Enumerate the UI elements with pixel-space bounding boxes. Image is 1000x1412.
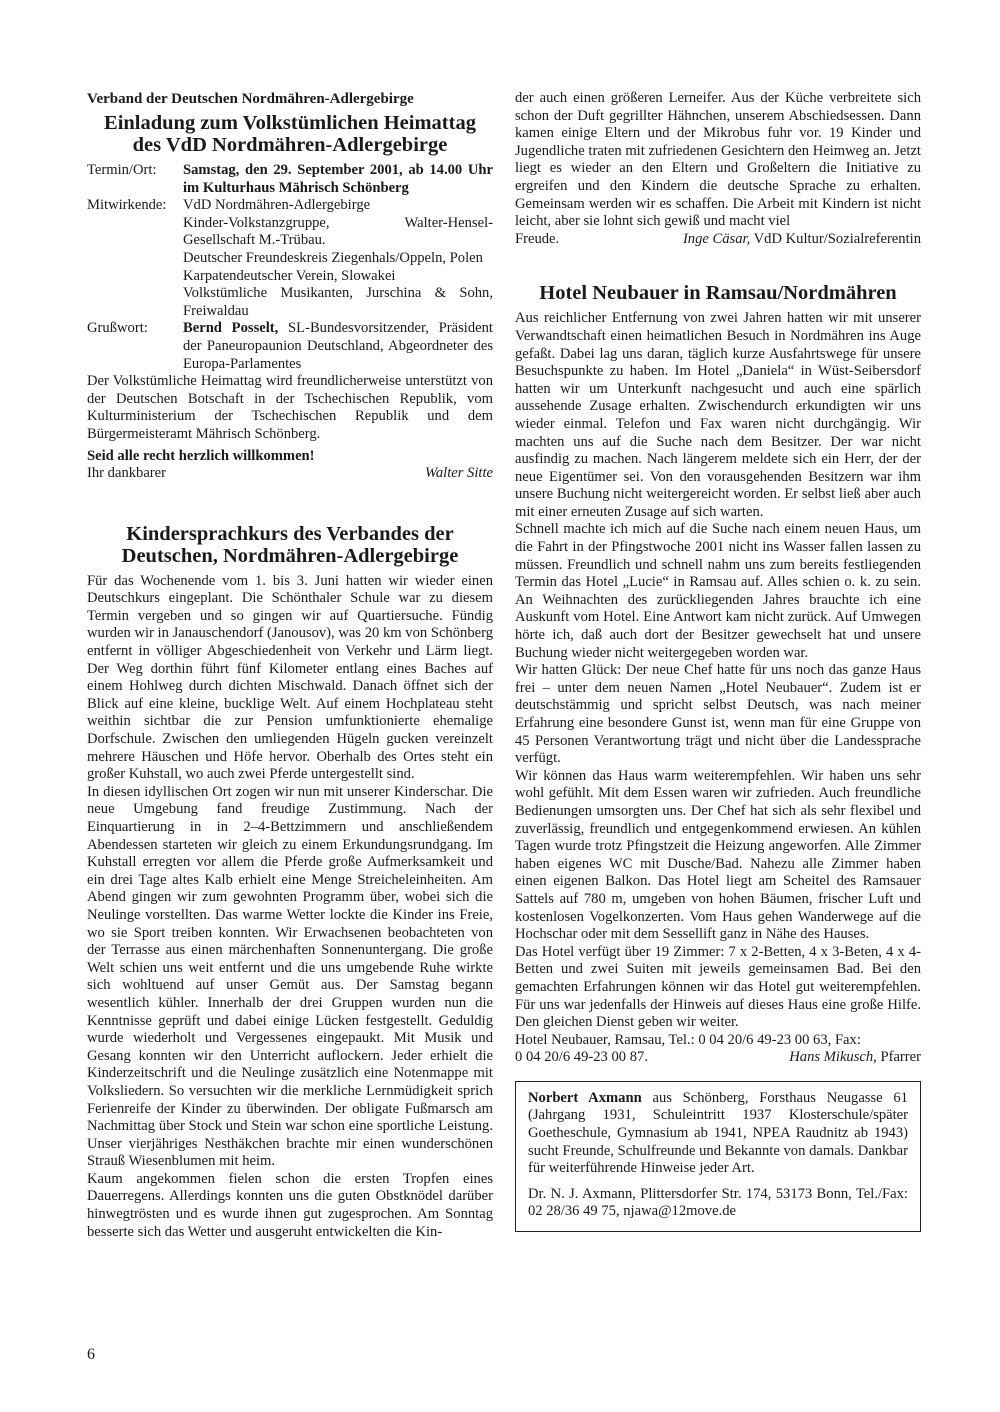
signer-name: Walter Sitte (425, 465, 493, 482)
mitwirkende-item: Karpatendeutscher Verein, Slowakei (183, 267, 396, 284)
mitwirkende-item: Volkstümliche Musikanten, Jurschina & Sohn, Freiwaldau (183, 285, 493, 319)
left-column (87, 90, 493, 1241)
termin-value: Samstag, den 29. September 2001, ab 14.00 Uhr im Kulturhaus Mährisch Schönberg (183, 162, 493, 196)
hotel-paragraph: Aus reichlicher Entfernung von zwei Jahren hatten wir mit unserer Verwandtschaft einen heimatlichen Besuch in Nordmähren ins Auge gefaßt. Dabei lag uns daran, täglich kurze Ausfahrtswege für unsere Besuchspunkte zu haben. Im Hotel „Daniela“ in Wüst-Seibersdorf hatten wir um Unterkunft nachgesucht und auch eine spärlich aussehende Zusage erhalten. Zwischendurch erkundigten wir uns wieder einmal. Telefon und Fax waren nicht durchgängig. Wir machten uns auf die Suche nach dem Besitzer. Der war nicht ausfindig zu machen. Nach längerem meldete sich ein Herr, der der neue Eigentümer sei. Von den vorausgehenden Besitzern war ihm unsere Buchung nicht weitergereicht worden. Er selbst ließ aber auch mit einer erneuten Zusage auf sich warten. (515, 310, 921, 520)
hotel-paragraph: Schnell machte ich mich auf die Suche nach einem neuen Haus, um die Fahrt in der Pfingstwoche 2001 nicht ins Wasser fallen lassen zu müssen. Freundlich und schnell nahm uns zum bereits festliegenden Termin das Hotel „Lucie“ in Ramsau auf. Alles schien o. k. zu sein. An Weihnachten des zurückliegenden Jahres brauchte ich eine Auskunft vom Hotel. Eine Antwort kam nicht zurück. Auf Umwegen hörte ich, daß auch dort der Besitzer gewechselt hat und unsere Buchung wieder nicht weitergegeben worden war. (515, 521, 921, 661)
organization-heading: Verband der Deutschen Nordmähren-Adlergebirge (87, 91, 414, 107)
course-signature (515, 231, 921, 249)
mitwirkende-item: Deutscher Freundeskreis Ziegenhals/Oppeln, Polen (183, 249, 483, 266)
termin-label: Termin/Ort: (87, 162, 157, 178)
course-signer-role: VdD Kultur/Sozialreferentin (750, 230, 921, 247)
mitwirkende-item: VdD Nordmähren-Adlergebirge (183, 197, 371, 214)
invitation-title (87, 112, 493, 156)
hotel-signature (515, 1049, 921, 1067)
hotel-signer-name: Hans Mikusch, (789, 1049, 877, 1066)
search-notice-box (515, 1081, 921, 1232)
course-signer (683, 231, 921, 249)
hotel-signer-role: Pfarrer (876, 1049, 921, 1066)
invitation-signature (87, 465, 493, 483)
support-paragraph: Der Volkstümliche Heimattag wird freundlicherweise unterstützt von der Deutschen Botschaft in der Tschechischen Republik, vom Kulturministerium der Tschechischen Republik und dem Bürgermeisteramt Mährisch Schönberg. (87, 373, 493, 442)
mitwirkende-item: Kinder-Volkstanzgruppe, Walter-Hensel-Gesellschaft M.-Trübau. (183, 214, 493, 249)
search-notice-text (528, 1090, 908, 1178)
right-column (515, 90, 921, 1232)
grusswort-value (183, 320, 493, 373)
mitwirkende-label: Mitwirkende: (87, 197, 167, 214)
hotel-fax: 0 04 20/6 49-23 00 87. (515, 1049, 648, 1066)
hotel-paragraph: Das Hotel verfügt über 19 Zimmer: 7 x 2-Betten, 4 x 3-Beten, 4 x 4-Betten und zwei Suiten mit jeweils gemeinsamen Bad. Bei den gemachten Erfahrungen können wir das Hotel gut weiterempfehlen. Für uns war jedenfalls der Hinweis auf dieses Haus eine große Hilfe. Den gleichen Dienst geben wir weiter. (515, 943, 921, 1031)
grusswort-text: SL-Bundesvorsitzender, Präsident der Paneuropaunion Deutschland, Abgeordneter des Europa-Parlamentes (183, 320, 493, 372)
termin-row (87, 162, 493, 197)
search-notice-name: Norbert Axmann (528, 1089, 642, 1106)
hotel-paragraph: Wir können das Haus warm weiterempfehlen. Wir haben uns sehr wohl gefühlt. Mit dem Essen waren wir zufrieden. Auch freundliche Bedienungen umsorgten uns. Der Chef hat sich als sehr flexibel und zuverlässig, freundlich und entgegenkommend erwiesen. An kühlen Tagen wurde trotz Pfingstzeit die Heizung angeworfen. Alle Zimmer haben eigenes WC mit Dusche/Bad. Nahezu alle Zimmer haben einen eigenen Balkon. Das Hotel liegt am Scheitel des Ramsauer Sattels auf 780 m, umgeben von hohen Bäumen, frischer Luft und kostenlosen Vogelkonzerten. Vom Haus gehen Wanderwege auf die Hochschar oder mit dem Sessellift ganz in Nähe des Hauses. (515, 767, 921, 943)
course-continuation: der auch einen größeren Lerneifer. Aus der Küche verbreitete sich schon der Duft gegrillter Hähnchen, unserem Abschiedsessen. Dann kamen einige Eltern und der Mikrobus fuhr vor. 19 Kinder und Jugendliche traten mit zufriedenen Gesichtern den Heimweg an. Jetzt liegt es wieder an den Eltern und Großeltern die Initiative zu ergreifen und den Kindern die deutsche Sprache zu erhalten. Gemeinsam werden wir es schaffen. Die Arbeit mit Kindern ist nicht leicht, aber sie lohnt sich gewiß und macht viel (515, 90, 921, 230)
invitation-title-line1: Einladung zum Volkstümlichen Heimattag (104, 112, 476, 134)
hotel-contact: Hotel Neubauer, Ramsau, Tel.: 0 04 20/6 49-23 00 63, Fax: (515, 1031, 861, 1048)
grusswort-row (87, 320, 493, 373)
invitation-title-line2: des VdD Nordmähren-Adlergebirge (132, 134, 448, 156)
course-paragraph: In diesen idyllischen Ort zogen wir nun mit unserer Kinderschar. Die neue Umgebung fand freudige Zustimmung. Nach der Einquartierung in in 2–4-Bettzimmern und anschließendem Abendessen starteten wir gleich zu einem Erkundungsrundgang. Im Kuhstall erregten vor allem die Pferde große Aufmerksamkeit und ein drei Tage altes Kalb erhielt eine Menge Streicheleinheiten. Am Abend gingen wir zum gewohnten Programm über, wobei sich die Neulinge vorstellten. Das warme Wetter lockte die Kinder ins Freie, wo sie Sport treiben konnten. Wir Erwachsenen beobachteten von der Terrasse aus einen märchenhaften Sonnenuntergang. Die große Welt schien uns weit entfernt und die uns umgebende Ruhe wirkte sich wohltuend auf unser Gemüt aus. Der Samstag begann wesentlich kühler. Innerhalb der drei Gruppen wurden nun die Kenntnisse geprüft und dabei einige Lücken festgestellt. Geduldig wurde wiederholt und Vergessenes eingepaukt. Mit Musik und Gesang konnten wir den Unterricht auflockern. Jeder erhielt die Kinderzeitschrift und die Neulinge zusätzlich eine Notenmappe mit Volksliedern. So versuchten wir die merkliche Lernmüdigkeit sprich Ferienreife der Kinder zu überwinden. Der obligate Fußmarsch am Nachmittag über Stock und Stein war schon eine sportliche Leistung. Unser vierjähriges Nesthäkchen brachte mir einen wunderschönen Strauß Wiesenblumen mit heim. (87, 783, 493, 1170)
course-paragraph: Für das Wochenende vom 1. bis 3. Juni hatten wir wieder einen Deutschkurs eingeplant. Die Schönthaler Schule war zu diesem Termin vergeben und so gingen wir auf Quartiersuche. Fündig wurden wir in Janauschendorf (Janousov), was 20 km von Schönberg entfernt in völliger Abgeschiedenheit von Verkehr und Lärm liegt. Der Weg dorthin führt fünf Kilometer entlang eines Baches auf einem Hohlweg durch dichten Mischwald. Danach öffnet sich der Blick auf eine kleine, bucklige Welt. Auf einem Hochplateau steht weithin sichtbar die zur Pension umfunktionierte ehemalige Dorfschule. Zwischen den umliegenden Hügeln gucken vereinzelt mehrere Häuschen und Höfe hervor. Oberhalb des Ortes steht ein großer Kuhstall, wo auch zwei Pferde untergestellt sind. (87, 572, 493, 783)
closing-text: Ihr dankbarer (87, 465, 167, 482)
hotel-paragraph: Wir hatten Glück: Der neue Chef hatte für uns noch das ganze Haus frei – unter dem neuen Namen „Hotel Neubauer“. Zudem ist er deutschstämmig und spricht selbst Deutsch, was nach meiner Erfahrung eine besondere Gunst ist, wenn man für eine Gruppe von 45 Personen Verantwortung trägt und nicht über die Landessprache verfügt. (515, 662, 921, 767)
course-paragraph: Kaum angekommen fielen schon die ersten Tropfen eines Dauerregens. Allerdings konnten uns die guten Obstknödel darüber hinwegtrösten und es wurde ihnen gut zugesprochen. Am Sonntag besserte sich das Wetter und ausgeruht entwickelten die Kin- (87, 1170, 493, 1240)
hotel-title: Hotel Neubauer in Ramsau/Nordmähren (539, 282, 897, 305)
mitwirkende-list (183, 197, 493, 320)
search-notice-body: aus Schönberg, Forsthaus Neugasse 61 (Jahrgang 1931, Schuleintritt 1937 Klosterschule/später Goetheschule, Gymnasium ab 1941, NPEA Raudnitz ab 1943) sucht Freunde, Schulfreunde und Bekannte von damals. Dankbar für weiterführende Hinweise jeder Art. (528, 1089, 908, 1177)
grusswort-name: Bernd Posselt, (183, 320, 279, 337)
page-number: 6 (87, 1346, 95, 1363)
mitwirkende-row (87, 197, 493, 320)
language-course-title: Kindersprachkurs des Verbandes der Deutschen, Nordmähren-Adlergebirge (121, 522, 459, 567)
course-signer-name: Inge Cäsar, (682, 230, 751, 247)
course-last-word: Freude. (515, 230, 560, 247)
welcome-line: Seid alle recht herzlich willkommen! (87, 447, 315, 464)
grusswort-label: Grußwort: (87, 320, 148, 337)
search-notice-contact: Dr. N. J. Axmann, Plittersdorfer Str. 174, 53173 Bonn, Tel./Fax: 02 28/36 49 75, njawa@12move.de (528, 1185, 908, 1220)
hotel-signer (789, 1049, 921, 1067)
